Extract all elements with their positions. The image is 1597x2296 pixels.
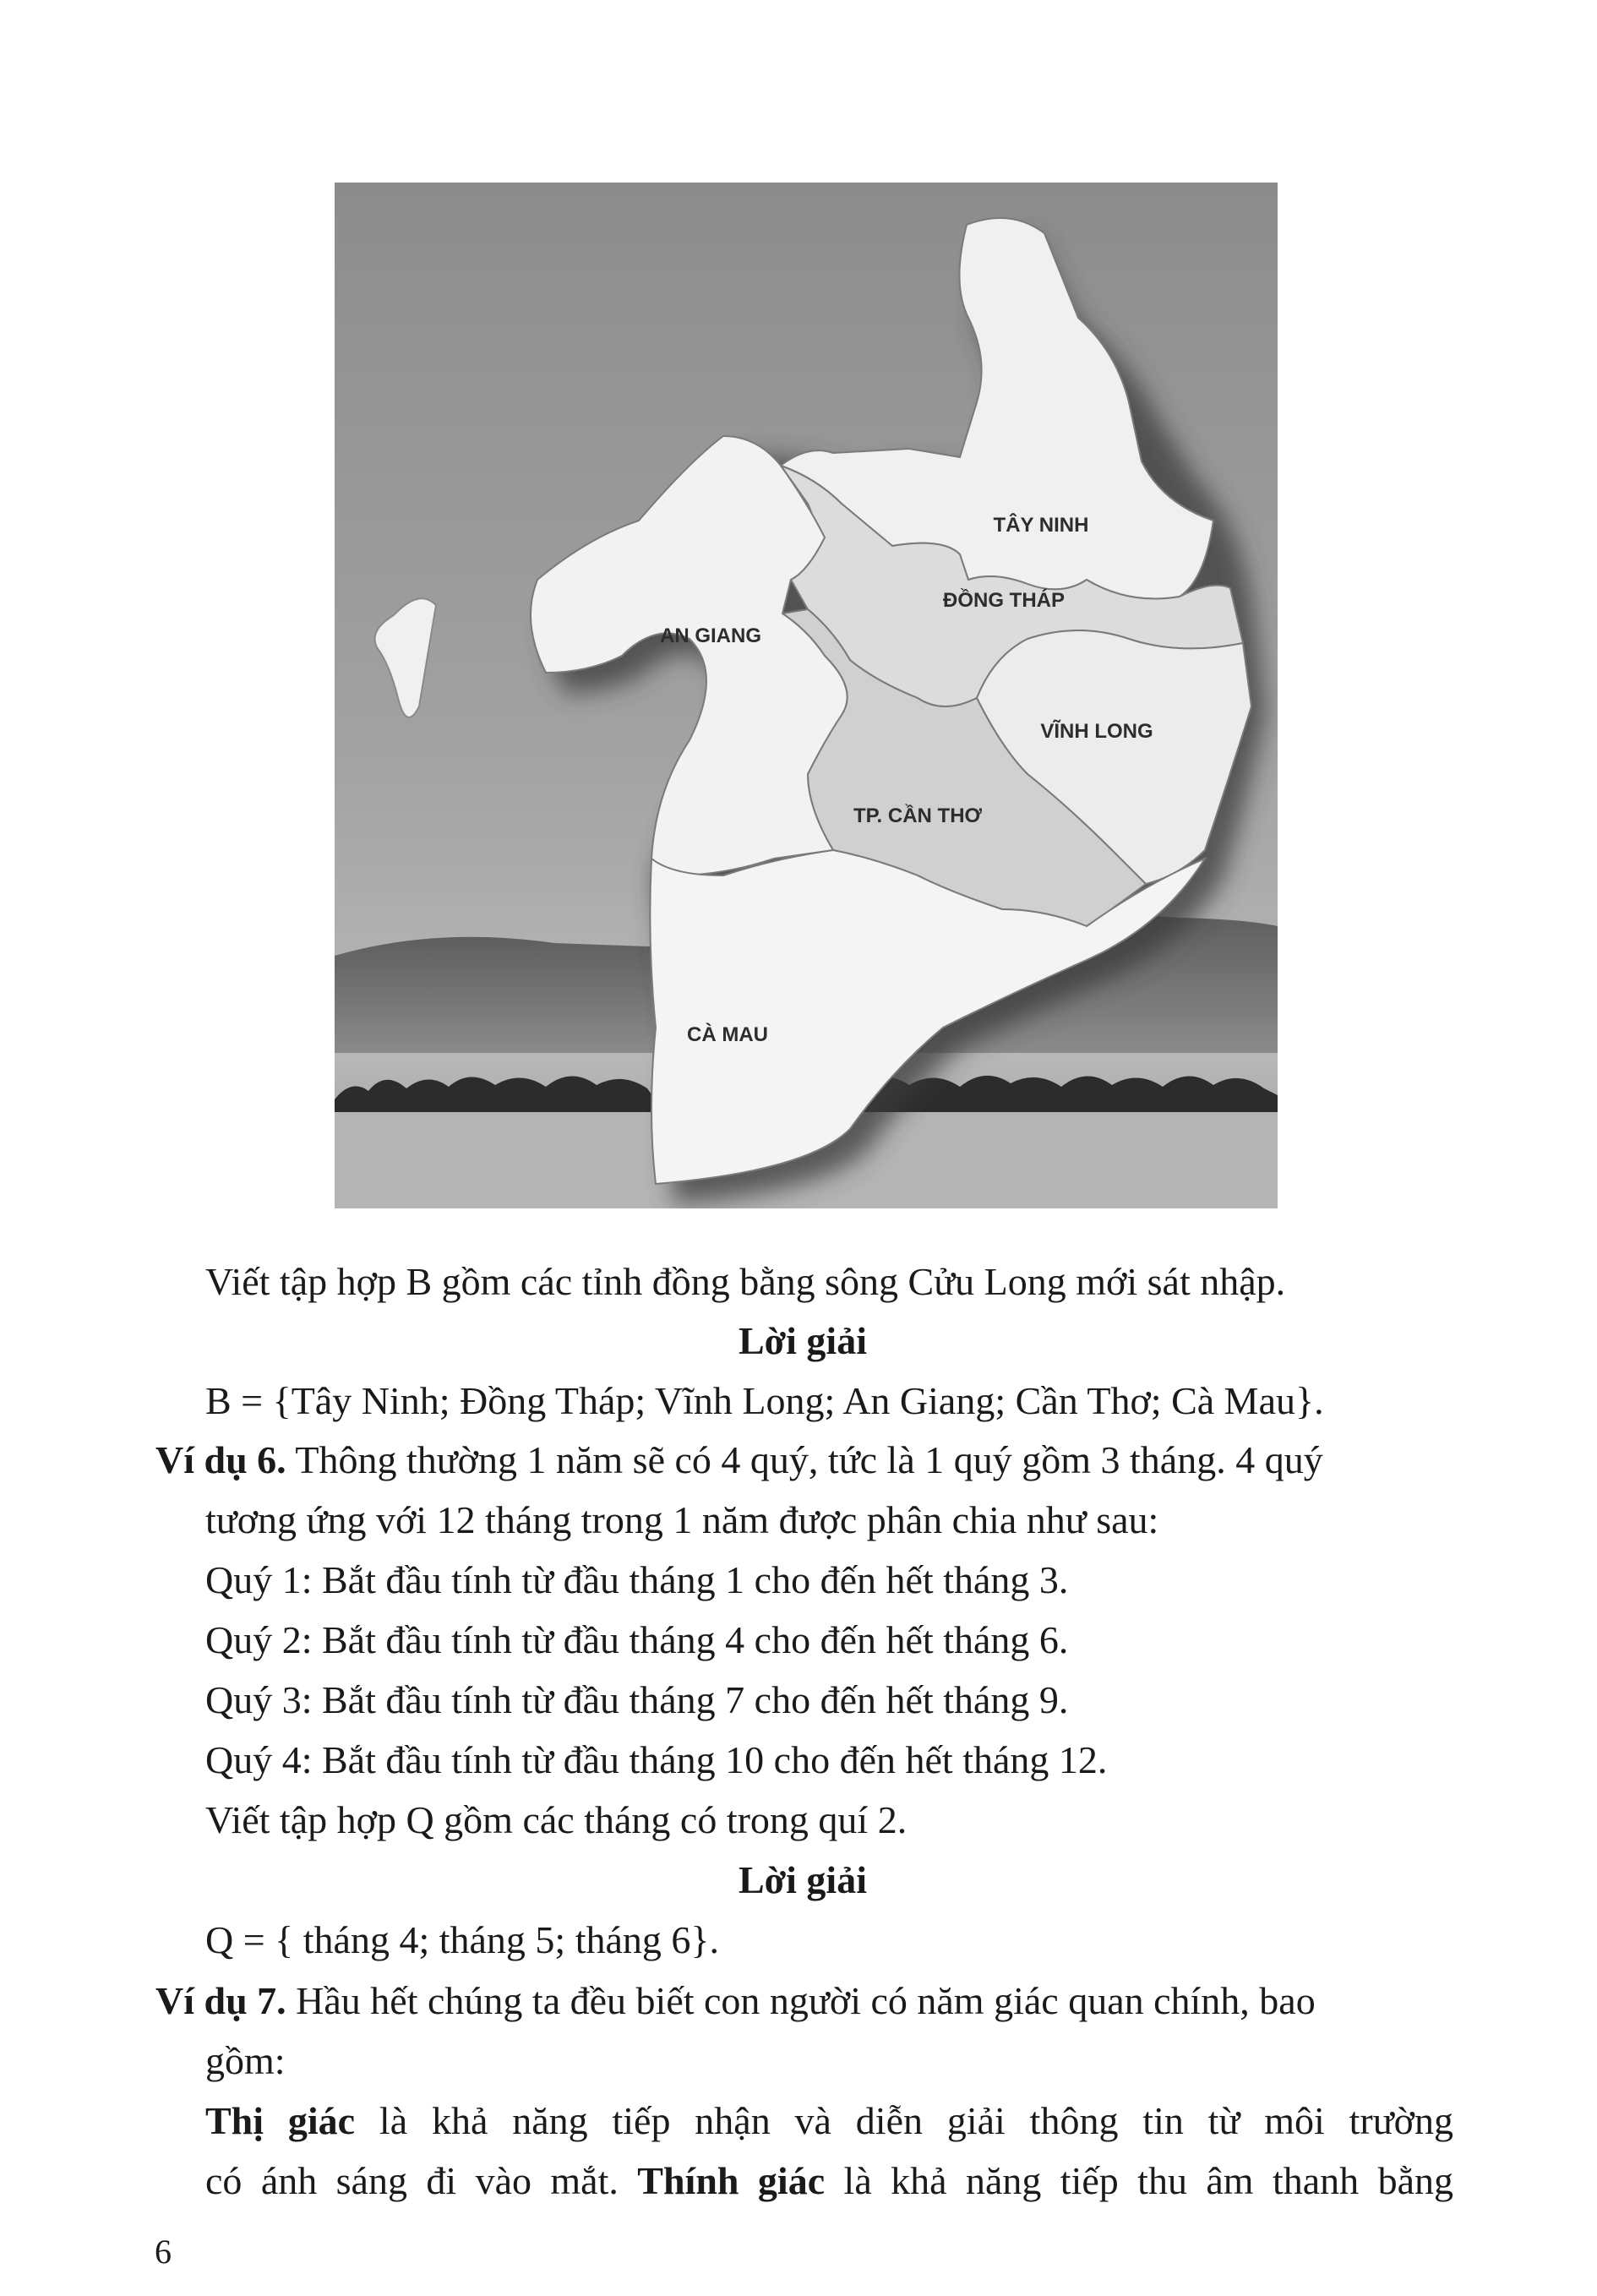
solution-heading-1: Lời giải	[739, 1319, 867, 1362]
example-7-continued: gồm:	[205, 2039, 286, 2082]
example-7-line	[155, 1977, 1316, 2026]
label-tay-ninh: TÂY NINH	[993, 514, 1089, 537]
label-ca-mau: CÀ MAU	[687, 1023, 768, 1046]
sight-line	[205, 2097, 1453, 2146]
hearing-line-end: là khả năng tiếp thu âm thanh bằng	[825, 2159, 1454, 2202]
example-6-continued: tương ứng với 12 tháng trong 1 năm được phân chia như sau:	[205, 1498, 1159, 1541]
task-6: Viết tập hợp Q gồm các tháng có trong quí 2.	[205, 1798, 908, 1841]
example-7-label: Ví dụ 7.	[155, 1979, 286, 2022]
hearing-label: Thính giác	[637, 2159, 826, 2202]
hill-left	[335, 937, 682, 1053]
page-number: 6	[155, 2233, 172, 2271]
label-can-tho: TP. CẦN THƠ	[853, 804, 983, 827]
answer-set-q: Q = { tháng 4; tháng 5; tháng 6}.	[205, 1918, 719, 1961]
answer-set-b: B = {Tây Ninh; Đồng Tháp; Vĩnh Long; An Giang; Cần Thơ; Cà Mau}.	[205, 1379, 1324, 1422]
label-an-giang: AN GIANG	[660, 624, 761, 647]
example-6-text: Thông thường 1 năm sẽ có 4 quý, tức là 1 quý gồm 3 tháng. 4 quý	[286, 1438, 1323, 1481]
quarter-1: Quý 1: Bắt đầu tính từ đầu tháng 1 cho đến hết tháng 3.	[205, 1558, 1069, 1601]
sight-label: Thị giác	[205, 2099, 356, 2142]
label-vinh-long: VĨNH LONG	[1040, 720, 1153, 743]
label-dong-thap: ĐỒNG THÁP	[943, 589, 1065, 612]
hearing-line-start: có ánh sáng đi vào mắt.	[205, 2159, 638, 2202]
text-line-1: Viết tập hợp B gồm các tỉnh đồng bằng sông Cửu Long mới sát nhập.	[205, 1260, 1286, 1303]
example-6-line	[155, 1436, 1323, 1485]
solution-heading-2: Lời giải	[739, 1858, 867, 1901]
sight-text: là khả năng tiếp nhận và diễn giải thông tin từ môi trường	[355, 2099, 1453, 2142]
example-7-text: Hầu hết chúng ta đều biết con người có năm giác quan chính, bao	[286, 1979, 1316, 2022]
hearing-line	[205, 2157, 1453, 2206]
quarter-3: Quý 3: Bắt đầu tính từ đầu tháng 7 cho đến hết tháng 9.	[205, 1678, 1069, 1721]
map-figure	[335, 183, 1278, 1208]
quarter-2: Quý 2: Bắt đầu tính từ đầu tháng 4 cho đến hết tháng 6.	[205, 1618, 1069, 1661]
mekong-delta-map	[335, 183, 1278, 1208]
quarter-4: Quý 4: Bắt đầu tính từ đầu tháng 10 cho đến hết tháng 12.	[205, 1738, 1108, 1781]
example-6-label: Ví dụ 6.	[155, 1438, 286, 1481]
